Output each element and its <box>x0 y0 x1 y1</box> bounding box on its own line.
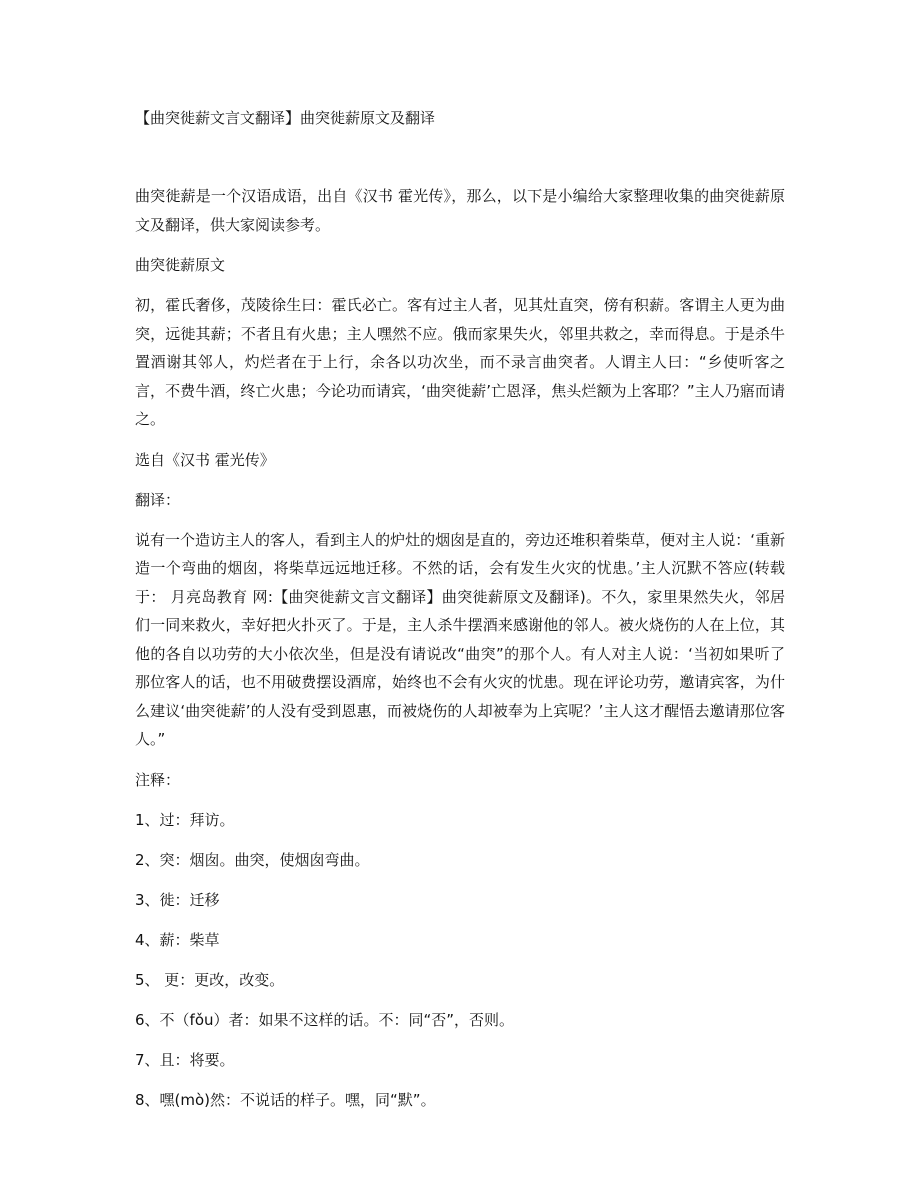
note-item: 1、过：拜访。 <box>135 810 235 829</box>
original-heading: 曲突徙薪原文 <box>135 256 226 274</box>
notes-heading: 注释： <box>135 770 181 789</box>
source-line: 选自《汉书 霍光传》 <box>135 450 275 469</box>
note-item: 5、 更：更改，改变。 <box>135 970 285 989</box>
document-body <box>135 182 785 1126</box>
note-item: 8、嘿(mò)然：不说话的样子。嘿，同“默”。 <box>135 1090 436 1109</box>
note-item: 3、徙：迁移 <box>135 890 220 909</box>
intro-paragraph: 曲突徙薪是一个汉语成语，出自《汉书 霍光传》，那么，以下是小编给大家整理收集的曲突徙薪原文及翻译，供大家阅读参考。 <box>135 187 785 234</box>
translation-paragraph: 说有一个造访主人的客人，看到主人的炉灶的烟囱是直的，旁边还堆积着柴草，便对主人说：‘重新造一个弯曲的烟囱，将柴草远远地迁移。不然的话，会有发生火灾的忧患。’主人沉默不答应(转载于： 月亮岛教育 网:【曲突徙薪文言文翻译】曲突徙薪原文及翻译)。不久，家里果然失火，邻居们一同来救火，幸好把火扑灭了。于是，主人杀牛摆酒来感谢他的邻人。被火烧伤的人在上位，其他的各自以功劳的大小依次坐，但是没有请说改“曲突”的那个人。有人对主人说：‘当初如果听了那位客人的话，也不用破费摆设酒席，始终也不会有火灾的忧患。现在评论功劳，邀请宾客，为什么建议‘曲突徙薪’的人没有受到恩惠，而被烧伤的人却被奉为上宾呢？’主人这才醒悟去邀请那位客人。” <box>135 530 785 748</box>
note-item: 7、且：将要。 <box>135 1050 235 1069</box>
note-item: 6、不（fǒu）者：如果不这样的话。不：同“否”，否则。 <box>135 1010 515 1029</box>
translation-heading: 翻译： <box>135 490 181 509</box>
original-text-paragraph: 初，霍氏奢侈，茂陵徐生曰：霍氏必亡。客有过主人者，见其灶直突，傍有积薪。客谓主人更为曲突，远徙其薪；不者且有火患；主人嘿然不应。俄而家果失火，邻里共救之，幸而得息。于是杀牛置酒谢其邻人，灼烂者在于上行，余各以功次坐，而不录言曲突者。人谓主人曰：“乡使听客之言，不费牛酒，终亡火患；今论功而请宾，‘曲突徙薪’亡恩泽，焦头烂额为上客耶？”主人乃寤而请之。 <box>135 296 785 428</box>
note-item: 4、薪：柴草 <box>135 930 220 949</box>
note-item: 2、突：烟囱。曲突，使烟囱弯曲。 <box>135 850 370 869</box>
document-title: 【曲突徙薪文言文翻译】曲突徙薪原文及翻译 <box>135 109 436 127</box>
